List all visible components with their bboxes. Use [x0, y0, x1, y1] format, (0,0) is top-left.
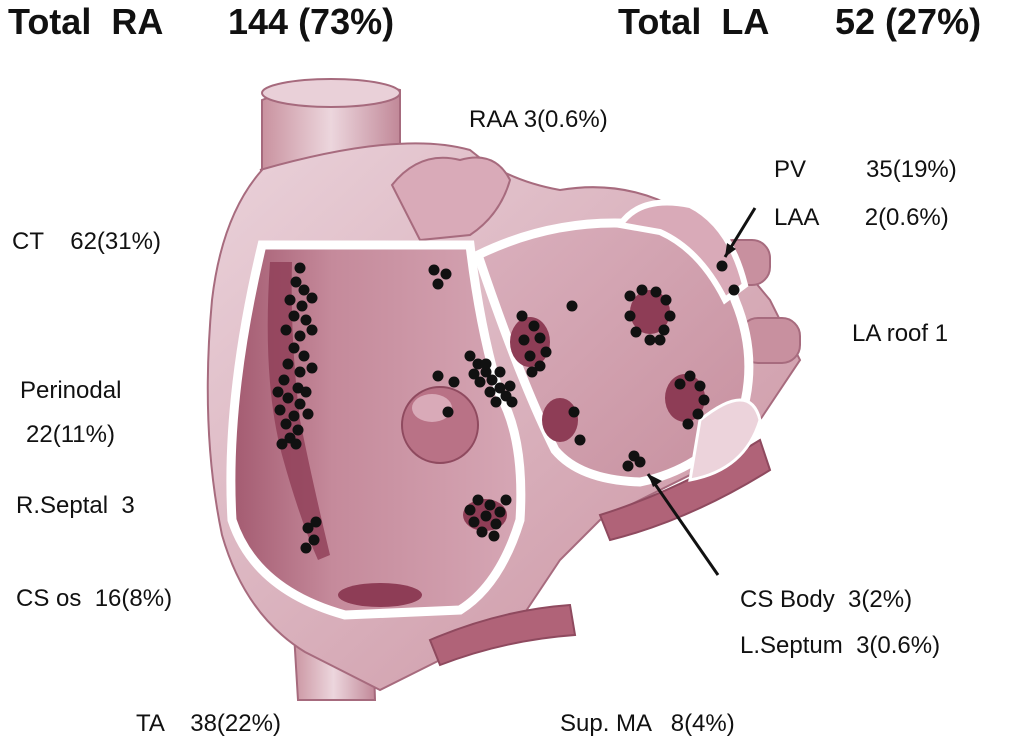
focus-dot	[283, 393, 294, 404]
focus-dot	[651, 287, 662, 298]
focus-dot	[623, 461, 634, 472]
focus-dot	[487, 375, 498, 386]
focus-dot	[675, 379, 686, 390]
focus-dot	[443, 407, 454, 418]
focus-dot	[279, 375, 290, 386]
focus-dot	[291, 439, 302, 450]
focus-dot	[473, 495, 484, 506]
focus-dot	[469, 369, 480, 380]
focus-dot	[631, 327, 642, 338]
label-la-roof: LA roof 1	[852, 320, 949, 347]
focus-dot	[659, 325, 670, 336]
label-ct: CT 62(31%)	[12, 228, 161, 255]
focus-dot	[465, 505, 476, 516]
focus-dot	[285, 295, 296, 306]
focus-dot	[525, 351, 536, 362]
focus-dot	[283, 359, 294, 370]
focus-dot	[575, 435, 586, 446]
label-ta: TA 38(22%)	[136, 710, 281, 737]
focus-dot	[495, 367, 506, 378]
total-la-value: 52 (27%)	[835, 1, 982, 42]
focus-dot	[717, 261, 728, 272]
focus-dot	[433, 371, 444, 382]
label-sup-ma: Sup. MA 8(4%)	[560, 710, 735, 737]
focus-dot	[281, 419, 292, 430]
tricuspid-annulus	[338, 583, 422, 607]
focus-dot	[307, 325, 318, 336]
focus-dot	[695, 381, 706, 392]
focus-dot	[635, 457, 646, 468]
focus-dot	[441, 269, 452, 280]
focus-dot	[301, 387, 312, 398]
focus-dot	[699, 395, 710, 406]
focus-dot	[301, 315, 312, 326]
focus-dot	[275, 405, 286, 416]
focus-dot	[505, 381, 516, 392]
focus-dot	[637, 285, 648, 296]
focus-dot	[429, 265, 440, 276]
focus-dot	[289, 311, 300, 322]
focus-dot	[683, 419, 694, 430]
focus-dot	[295, 263, 306, 274]
focus-dot	[295, 367, 306, 378]
focus-dot	[289, 343, 300, 354]
focus-dot	[291, 277, 302, 288]
focus-dot	[535, 333, 546, 344]
focus-dot	[293, 425, 304, 436]
focus-dot	[295, 399, 306, 410]
pv-ostium	[542, 398, 578, 442]
focus-dot	[297, 301, 308, 312]
total-ra-value: 144 (73%)	[228, 1, 395, 42]
focus-dot	[693, 409, 704, 420]
total-la-label: Total LA	[618, 1, 770, 42]
focus-dot	[273, 387, 284, 398]
label-perinodal: Perinodal	[20, 377, 122, 404]
focus-dot	[541, 347, 552, 358]
focus-dot	[303, 409, 314, 420]
label-cs-os: CS os 16(8%)	[16, 585, 173, 612]
focus-dot	[309, 535, 320, 546]
focus-dot	[645, 335, 656, 346]
focus-dot	[299, 351, 310, 362]
focus-dot	[507, 397, 518, 408]
focus-dot	[491, 519, 502, 530]
focus-dot	[449, 377, 460, 388]
focus-dot	[307, 293, 318, 304]
focus-dot	[281, 325, 292, 336]
focus-dot	[289, 411, 300, 422]
focus-dot	[277, 439, 288, 450]
focus-dot	[465, 351, 476, 362]
focus-dot	[485, 387, 496, 398]
focus-dot	[529, 321, 540, 332]
focus-dot	[469, 517, 480, 528]
focus-dot	[519, 335, 530, 346]
focus-dot	[301, 543, 312, 554]
focus-dot	[501, 495, 512, 506]
focus-dot	[295, 331, 306, 342]
focus-dot	[491, 397, 502, 408]
focus-dot	[299, 285, 310, 296]
focus-dot	[661, 295, 672, 306]
focus-dot	[485, 500, 496, 511]
label-perinodal-value: 22(11%)	[26, 421, 115, 448]
focus-dot	[307, 363, 318, 374]
focus-dot	[495, 507, 506, 518]
focus-dot	[481, 511, 492, 522]
focus-dot	[655, 335, 666, 346]
fossa-ovalis	[402, 387, 478, 463]
label-pv: PV 35(19%)	[774, 156, 957, 183]
focus-dot	[527, 367, 538, 378]
total-ra-label: Total RA	[8, 1, 164, 42]
focus-dot	[685, 371, 696, 382]
focus-dot	[665, 311, 676, 322]
label-laa: LAA 2(0.6%)	[774, 204, 949, 231]
focus-dot	[311, 517, 322, 528]
focus-dot	[625, 291, 636, 302]
focus-dot	[625, 311, 636, 322]
focus-dot	[489, 531, 500, 542]
focus-dot	[729, 285, 740, 296]
focus-dot	[433, 279, 444, 290]
focus-dot	[481, 359, 492, 370]
label-l-septum: L.Septum 3(0.6%)	[740, 632, 941, 659]
focus-dot	[517, 311, 528, 322]
focus-dot	[567, 301, 578, 312]
focus-dot	[569, 407, 580, 418]
focus-dot	[477, 527, 488, 538]
label-cs-body: CS Body 3(2%)	[740, 586, 913, 613]
label-raa: RAA 3(0.6%)	[469, 106, 608, 133]
label-r-septal: R.Septal 3	[16, 492, 135, 519]
